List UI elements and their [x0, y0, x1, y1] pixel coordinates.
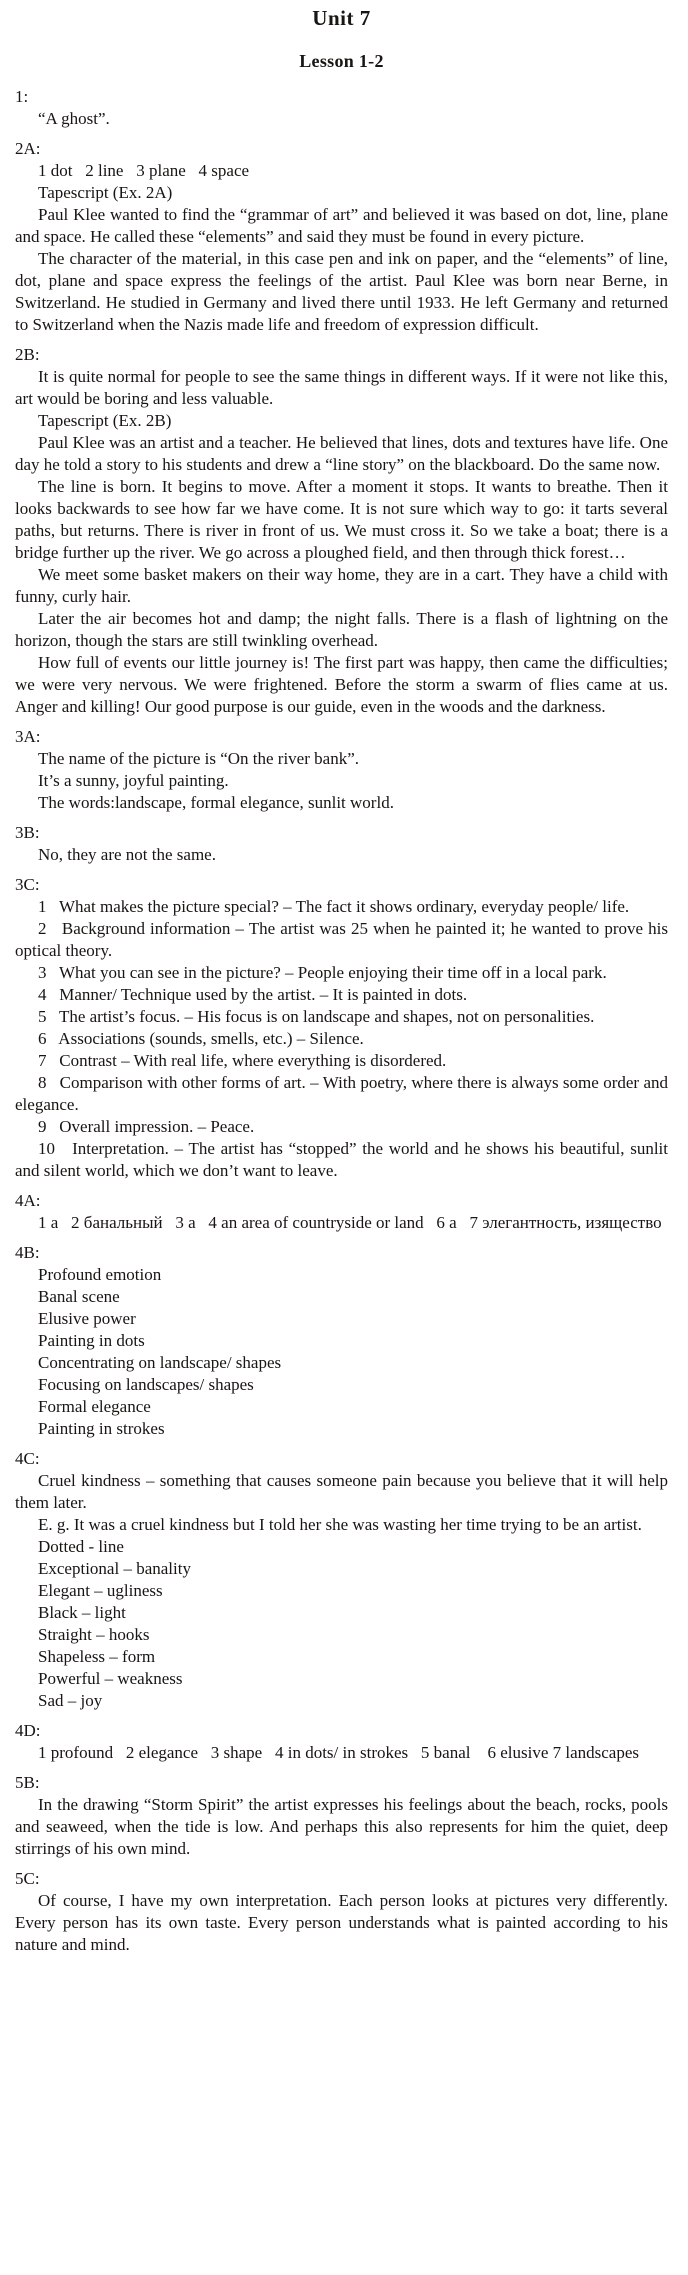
section-2a [15, 138, 673, 336]
section-label: 4B: [15, 1243, 40, 1262]
list-item: Focusing on landscapes/ shapes [38, 1375, 254, 1394]
list-item: Painting in dots [38, 1331, 145, 1350]
tapescript-heading: Tapescript (Ex. 2A) [38, 183, 173, 202]
list-item: Shapeless – form [38, 1647, 156, 1666]
answer-line: No, they are not the same. [38, 845, 216, 864]
paragraph: Paul Klee wanted to find the “grammar of art” and believed it was based on dot, line, plane and space. He called these “elements” and said they must be found in every picture. [15, 205, 673, 246]
numbered-item: 8 Comparison with other forms of art. – With poetry, where there is always some order and elegance. [15, 1073, 673, 1114]
paragraph: The line is born. It begins to move. After a moment it stops. It wants to breathe. Then it looks backwards to see how far we have come. It is not sure which way to go: it tarts several paths, but returns. There is river in front of us. We must cross it. So we take a boat; there is a bridge further up the river. We go across a ploughed field, and then through thick forest… [15, 477, 673, 562]
answer-row: 1 a 2 банальный 3 а 4 an area of countryside or land 6 а 7 элегантность, изящество [38, 1213, 662, 1232]
paragraph: How full of events our little journey is! The first part was happy, then came the difficulties; we were very nervous. We were frightened. Before the storm a swarm of flies came at us. Anger and killing! Our good purpose is our guide, even in the woods and the darkness. [15, 653, 673, 716]
numbered-item: 9 Overall impression. – Peace. [38, 1117, 255, 1136]
numbered-item: 5 The artist’s focus. – His focus is on landscape and shapes, not on personalities. [38, 1007, 595, 1026]
paragraph: It is quite normal for people to see the same things in different ways. If it were not like this, art would be boring and less valuable. [15, 367, 673, 408]
answer-line: The words:landscape, formal elegance, sunlit world. [38, 793, 394, 812]
list-item: Exceptional – banality [38, 1559, 191, 1578]
paragraph: The character of the material, in this case pen and ink on paper, and the “elements” of line, dot, plane and space express the feelings of the artist. Paul Klee was born near Berne, in Switzerland. He studied in Germany and lived there until 1933. He left Germany and returned to Switzerland when the Nazis made life and freedom of expression difficult. [15, 249, 673, 334]
numbered-item: 2 Background information – The artist was 25 when he painted it; he wanted to prove his optical theory. [15, 919, 673, 960]
numbered-item: 7 Contrast – With real life, where everything is disordered. [38, 1051, 447, 1070]
list-item: Black – light [38, 1603, 126, 1622]
section-label: 3B: [15, 823, 40, 842]
section-3a [15, 726, 668, 814]
numbered-item: 10 Interpretation. – The artist has “stopped” the world and he shows his beautiful, sunlit and silent world, which we don’t want to leave. [15, 1139, 673, 1180]
answer-row: 1 profound 2 elegance 3 shape 4 in dots/ in strokes 5 banal 6 elusive 7 landscapes [38, 1743, 640, 1762]
page-subtitle: Lesson 1-2 [299, 51, 384, 71]
list-item: Painting in strokes [38, 1419, 165, 1438]
paragraph: E. g. It was a cruel kindness but I told her she was wasting her time trying to be an artist. [38, 1515, 642, 1534]
section-label: 3C: [15, 875, 40, 894]
tapescript-heading: Tapescript (Ex. 2B) [38, 411, 172, 430]
section-4a [15, 1190, 668, 1234]
list-item: Banal scene [38, 1287, 120, 1306]
answer-row: 1 dot 2 line 3 plane 4 space [38, 161, 250, 180]
page-title: Unit 7 [312, 6, 371, 30]
section-4c [15, 1448, 673, 1712]
list-item: Profound emotion [38, 1265, 162, 1284]
section-4b [15, 1242, 668, 1440]
list-item: Straight – hooks [38, 1625, 150, 1644]
section-label: 4A: [15, 1191, 41, 1210]
section-label: 5C: [15, 1869, 40, 1888]
section-5c [15, 1868, 677, 1956]
numbered-item: 6 Associations (sounds, smells, etc.) – Silence. [38, 1029, 364, 1048]
list-item: Elegant – ugliness [38, 1581, 163, 1600]
section-label: 4C: [15, 1449, 40, 1468]
section-label: 5B: [15, 1773, 40, 1792]
numbered-item: 1 What makes the picture special? – The fact it shows ordinary, everyday people/ life. [38, 897, 630, 916]
answer-line: The name of the picture is “On the river bank”. [38, 749, 359, 768]
section-3c [15, 874, 673, 1182]
section-label: 4D: [15, 1721, 41, 1740]
section-label: 3A: [15, 727, 41, 746]
list-item: Sad – joy [38, 1691, 103, 1710]
paragraph: In the drawing “Storm Spirit” the artist expresses his feelings about the beach, rocks, pools and seaweed, when the tide is low. And perhaps this also represents for him the quiet, deep stirrings of his own mind. [15, 1795, 673, 1858]
numbered-item: 4 Manner/ Technique used by the artist. – It is painted in dots. [38, 985, 468, 1004]
section-label: 2B: [15, 345, 40, 364]
paragraph: Cruel kindness – something that causes someone pain because you believe that it will help them later. [15, 1471, 673, 1512]
paragraph: Paul Klee was an artist and a teacher. He believed that lines, dots and textures have life. One day he told a story to his students and drew a “line story” on the blackboard. Do the same now. [15, 433, 673, 474]
text-block: “A ghost”. [38, 109, 110, 128]
list-item: Dotted - line [38, 1537, 124, 1556]
section-label: 1: [15, 87, 29, 106]
paragraph: Of course, I have my own interpretation. Each person looks at pictures very differently. Every person has its own taste. Every person understands what is painted according to his nature and mind. [15, 1891, 677, 1954]
section-3b [15, 822, 668, 866]
section-2b [15, 344, 673, 718]
section-4d [15, 1720, 668, 1764]
paragraph: Later the air becomes hot and damp; the night falls. There is a flash of lightning on the horizon, though the stars are still twinkling overhead. [15, 609, 673, 650]
list-item: Formal elegance [38, 1397, 151, 1416]
section-label: 2A: [15, 139, 41, 158]
answer-line: It’s a sunny, joyful painting. [38, 771, 229, 790]
list-item: Concentrating on landscape/ shapes [38, 1353, 282, 1372]
list-item: Elusive power [38, 1309, 136, 1328]
section-1 [15, 86, 668, 130]
numbered-item: 3 What you can see in the picture? – People enjoying their time off in a local park. [38, 963, 607, 982]
list-item: Powerful – weakness [38, 1669, 183, 1688]
paragraph: We meet some basket makers on their way home, they are in a cart. They have a child with funny, curly hair. [15, 565, 673, 606]
section-5b [15, 1772, 673, 1860]
